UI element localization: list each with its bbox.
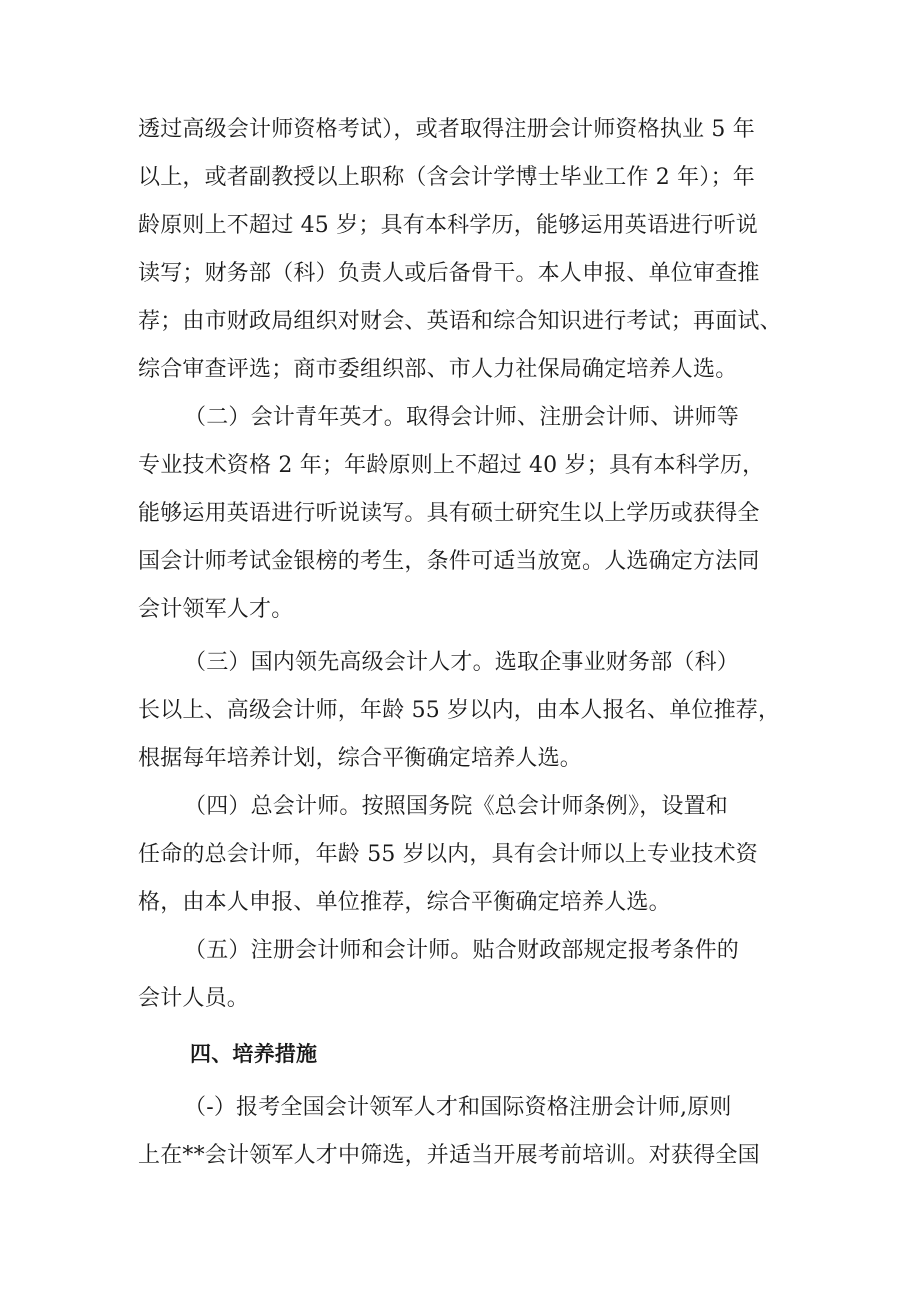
text-line: 龄原则上不超过 45 岁；具有本科学历，能够运用英语进行听说 (138, 213, 758, 238)
paragraph-start-line: （三）国内领先高级会计人才。选取企事业财务部（科） (184, 650, 740, 675)
text-line: 会计领军人才。 (138, 597, 294, 622)
paragraph-start-line: （四）总会计师。按照国务院《总会计师条例》，设置和 (184, 794, 729, 819)
text-line: 专业技术资格 2 年；年龄原则上不超过 40 岁；具有本科学历， (138, 453, 765, 478)
text-line: 上在**会计领军人才中筛选，并适当开展考前培训。对获得全国 (138, 1143, 760, 1168)
text-line: 综合审查评选；商市委组织部、市人力社保局确定培养人选。 (138, 357, 738, 382)
paragraph-start-line: （五）注册会计师和会计师。贴合财政部规定报考条件的 (184, 938, 740, 963)
text-line: 任命的总会计师，年龄 55 岁以内，具有会计师以上专业技术资 (138, 842, 758, 867)
text-line: 长以上、高级会计师，年龄 55 岁以内，由本人报名、单位推荐， (138, 698, 781, 723)
section-heading: 四、培养措施 (190, 1042, 318, 1066)
paragraph-start-line: （-）报考全国会计领军人才和国际资格注册会计师,原则 (184, 1095, 732, 1120)
text-line: 会计人员。 (138, 986, 250, 1011)
text-line: 以上，或者副教授以上职称（含会计学博士毕业工作 2 年）；年 (138, 165, 755, 190)
text-line: 国会计师考试金银榜的考生，条件可适当放宽。人选确定方法同 (138, 549, 760, 574)
text-line: 根据每年培养计划，综合平衡确定培养人选。 (138, 746, 583, 771)
text-line: 荐；由市财政局组织对财会、英语和综合知识进行考试；再面试、 (138, 309, 782, 334)
text-line: 格，由本人申报、单位推荐，综合平衡确定培养人选。 (138, 890, 671, 915)
text-line: 读写；财务部（科）负责人或后备骨干。本人申报、单位审查推 (138, 261, 760, 286)
text-line: 透过高级会计师资格考试），或者取得注册会计师资格执业 5 年 (138, 117, 755, 142)
text-line: 能够运用英语进行听说读写。具有硕士研究生以上学历或获得全 (138, 501, 760, 526)
paragraph-start-line: （二）会计青年英才。取得会计师、注册会计师、讲师等 (184, 405, 740, 430)
